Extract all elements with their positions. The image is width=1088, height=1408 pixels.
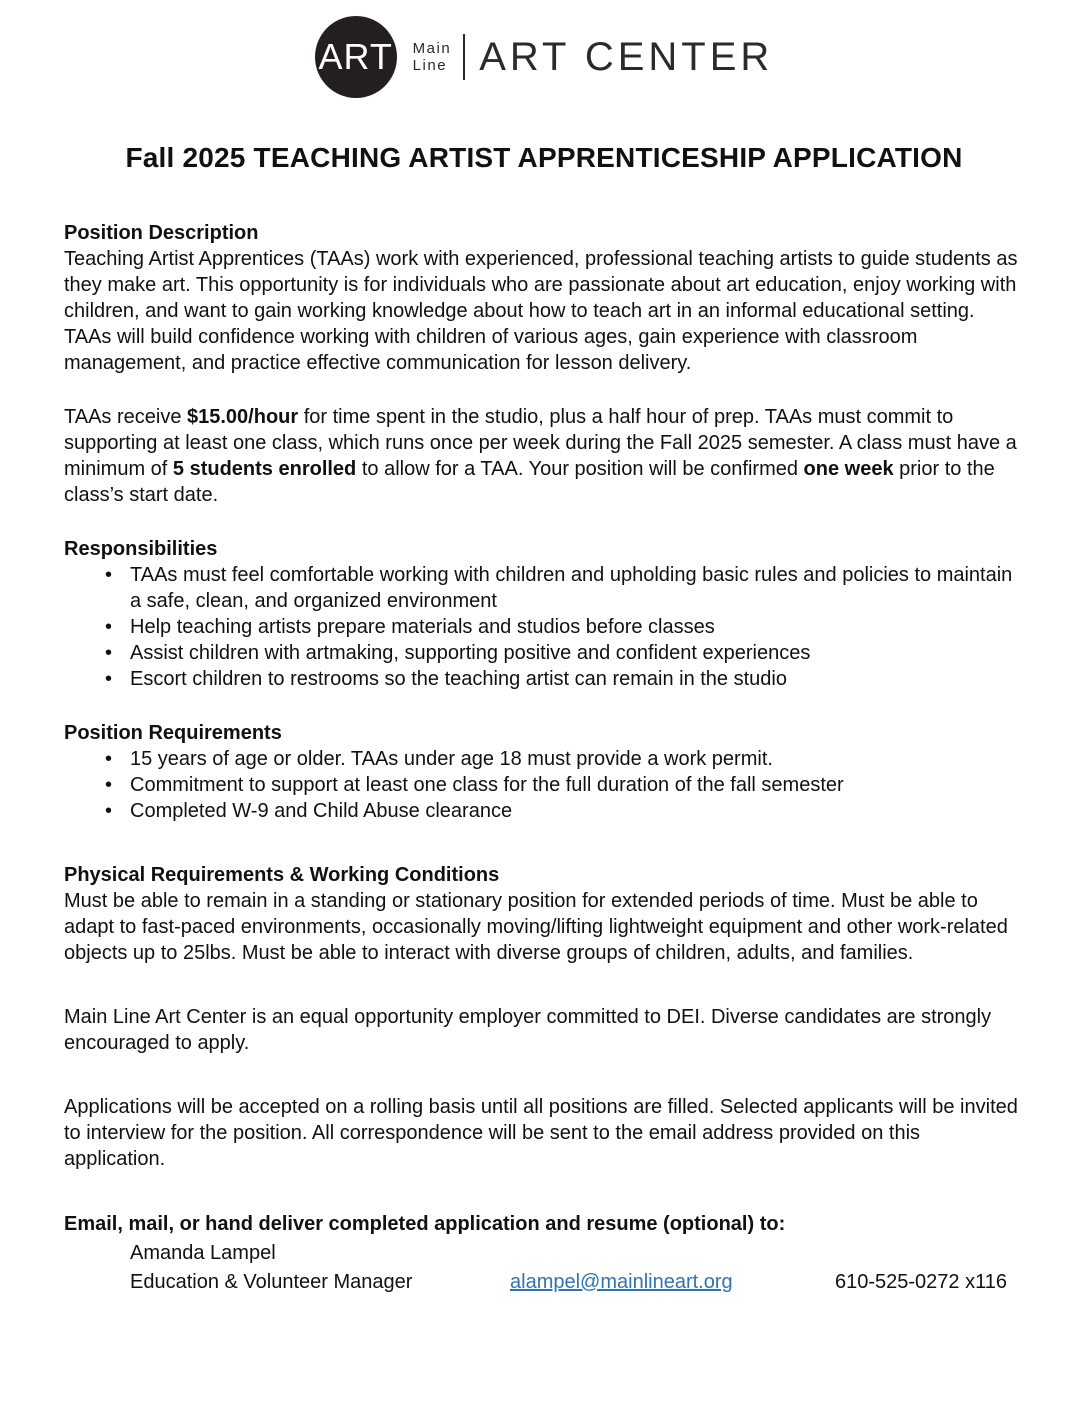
contact-job-title: Education & Volunteer Manager [130,1271,413,1293]
section-position-requirements [64,720,1024,824]
logo-brand-name: ART CENTER [479,34,774,79]
contact-row [64,1268,1024,1297]
physical-requirements-body: Must be able to remain in a standing or stationary position for extended periods of time. Must be able to adapt to fast-paced environments, occasionally moving/lifting lightweight equipment and other work-related objects up to 25lbs. Must be able to interact with diverse groups of children, adults, and families. [64,890,1008,964]
list-item: • Escort children to restrooms so the teaching artist can remain in the studio [105,666,1024,692]
responsibilities-heading: Responsibilities [64,538,218,560]
position-requirements-list [64,746,1024,824]
list-item: • Commitment to support at least one class for the full duration of the fall semester [105,772,1024,798]
page-title: Fall 2025 TEACHING ARTIST APPRENTICESHIP APPLICATION [125,142,963,173]
logo-main-line-word2: Line [412,57,448,74]
email-link[interactable]: alampel@mainlineart.org [510,1271,733,1293]
list-item: • Assist children with artmaking, supporting positive and confident experiences [105,640,1024,666]
logo-circle-text: ART [318,36,393,77]
logo-main-line-text [413,40,452,74]
section-responsibilities [64,536,1024,692]
list-item: • Help teaching artists prepare materials and studios before classes [105,614,1024,640]
section-application-process [64,1094,1024,1172]
logo-main-line-word1: Main [412,40,452,57]
eeo-statement: Main Line Art Center is an equal opportunity employer committed to DEI. Diverse candidates are strongly encouraged to apply. [64,1006,992,1054]
logo-divider [463,34,465,80]
art-circle-logo-icon [315,16,397,98]
section-contact [64,1210,1024,1297]
position-requirements-heading: Position Requirements [64,722,282,744]
section-position-description [64,220,1024,376]
list-item: • TAAs must feel comfortable working with children and upholding basic rules and policies to maintain a safe, clean, and organized environment [105,562,1024,614]
main-line-art-center-logo [64,14,1024,100]
section-eeo [64,1004,1024,1056]
contact-instruction: Email, mail, or hand deliver completed application and resume (optional) to: [64,1213,786,1235]
contact-name: Amanda Lampel [130,1242,276,1264]
application-process-paragraph: Applications will be accepted on a rolling basis until all positions are filled. Selected applicants will be invited to interview for the position. All correspondence will be sent to the email address provided on this application. [64,1096,1018,1170]
physical-requirements-heading: Physical Requirements & Working Conditions [64,864,500,886]
position-description-heading: Position Description [64,222,259,244]
position-description-body: Teaching Artist Apprentices (TAAs) work with experienced, professional teaching artists to guide students as they make art. This opportunity is for individuals who are passionate about art education, enjoy working with children, and want to gain working knowledge about how to teach art in an informal educational setting. TAAs will build confidence working with children of various ages, gain experience with classroom management, and practice effective communication for lesson delivery. [64,248,1018,374]
section-compensation [64,404,1024,508]
list-item: • Completed W-9 and Child Abuse clearance [105,798,1024,824]
list-item: • 15 years of age or older. TAAs under age 18 must provide a work permit. [105,746,1024,772]
contact-email-cell [510,1268,835,1297]
section-physical-requirements [64,862,1024,966]
responsibilities-list [64,562,1024,692]
compensation-paragraph: TAAs receive $15.00/hour for time spent in the studio, plus a half hour of prep. TAAs must commit to supporting at least one class, which runs once per week during the Fall 2025 semester. A class must have a minimum of 5 students enrolled to allow for a TAA. Your position will be confirmed one week prior to the class’s start date. [64,406,1017,506]
contact-phone: 610-525-0272 x116 [835,1271,1007,1293]
